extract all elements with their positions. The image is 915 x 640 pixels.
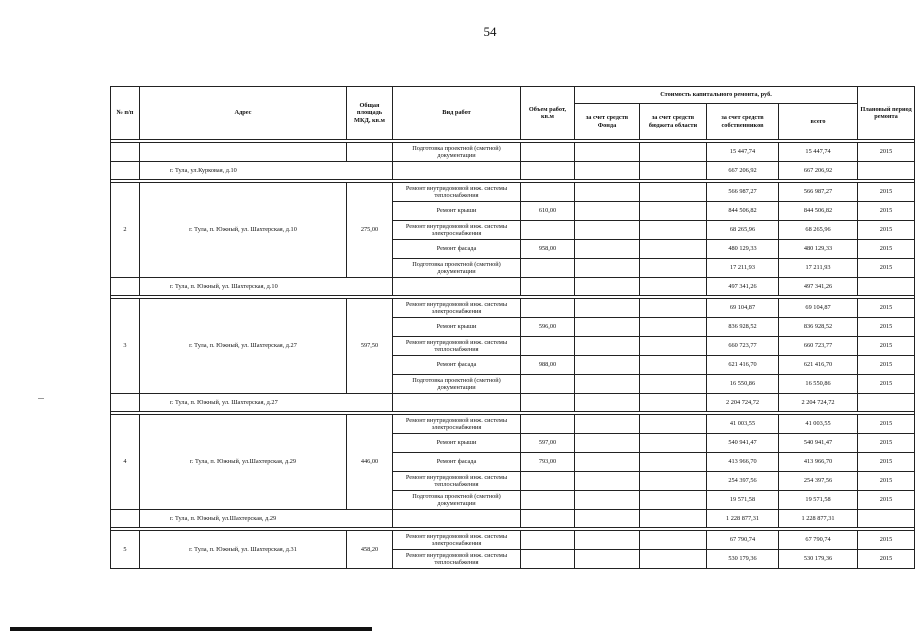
building-address: г. Тула, п. Южный, ул. Шахтерская, д.27 (140, 299, 347, 394)
volume-cell (521, 510, 575, 528)
subtotal-total: 1 228 877,31 (779, 510, 858, 528)
work-type-cell: Ремонт фасада (393, 240, 521, 259)
total-cell: 19 571,58 (779, 491, 858, 510)
period-cell: 2015 (858, 299, 915, 318)
table-row (111, 143, 915, 162)
header-work-type: Вид работ (393, 87, 521, 140)
building-number: 3 (111, 299, 140, 394)
total-cell: 413 966,70 (779, 453, 858, 472)
volume-cell: 793,00 (521, 453, 575, 472)
fund-cell (575, 453, 640, 472)
volume-cell (521, 472, 575, 491)
fund-cell (575, 337, 640, 356)
work-type-cell: Подготовка проектной (сметной) документации (393, 491, 521, 510)
work-type-cell: Ремонт фасада (393, 356, 521, 375)
period-cell: 2015 (858, 356, 915, 375)
subtotal-label: г. Тула, п. Южный, ул. Шахтерская, д.27 (140, 394, 393, 412)
region-cell (640, 472, 707, 491)
subtotal-row (111, 162, 915, 180)
volume-cell (521, 299, 575, 318)
building-area: 597,50 (347, 299, 393, 394)
owners-cell: 15 447,74 (707, 143, 779, 162)
header-fund: за счет средств Фонда (575, 104, 640, 140)
region-cell (640, 221, 707, 240)
fund-cell (575, 259, 640, 278)
period-cell: 2015 (858, 183, 915, 202)
region-cell (640, 299, 707, 318)
volume-cell (521, 278, 575, 296)
owners-cell: 41 003,55 (707, 415, 779, 434)
owners-cell: 413 966,70 (707, 453, 779, 472)
owners-cell: 16 550,86 (707, 375, 779, 394)
period-cell: 2015 (858, 318, 915, 337)
volume-cell (521, 337, 575, 356)
fund-cell (575, 183, 640, 202)
period-cell (858, 162, 915, 180)
period-cell: 2015 (858, 375, 915, 394)
owners-cell: 621 416,70 (707, 356, 779, 375)
volume-cell (521, 162, 575, 180)
volume-cell (521, 375, 575, 394)
header-total: всего (779, 104, 858, 140)
fund-cell (575, 394, 640, 412)
num-cell (111, 278, 140, 296)
num-cell (111, 510, 140, 528)
fund-cell (575, 550, 640, 569)
region-cell (640, 375, 707, 394)
region-cell (640, 550, 707, 569)
table-row (111, 299, 915, 318)
volume-cell (521, 143, 575, 162)
volume-cell: 597,00 (521, 434, 575, 453)
building-address: г. Тула, п. Южный, ул.Шахтерская, д.29 (140, 415, 347, 510)
work-type-cell: Ремонт крыши (393, 202, 521, 221)
subtotal-owners: 2 204 724,72 (707, 394, 779, 412)
volume-cell (521, 183, 575, 202)
building-number: 4 (111, 415, 140, 510)
period-cell: 2015 (858, 240, 915, 259)
period-cell: 2015 (858, 453, 915, 472)
building-number: 2 (111, 183, 140, 278)
header-period: Плановый период ремонта (858, 87, 915, 140)
volume-cell (521, 415, 575, 434)
total-cell: 566 987,27 (779, 183, 858, 202)
owners-cell: 17 211,93 (707, 259, 779, 278)
table-body (111, 143, 915, 569)
period-cell (858, 394, 915, 412)
fund-cell (575, 375, 640, 394)
work-type-cell: Подготовка проектной (сметной) документации (393, 375, 521, 394)
work-type-cell: Ремонт внутридомовой инж. системы электроснабжения (393, 531, 521, 550)
total-cell: 480 129,33 (779, 240, 858, 259)
subtotal-owners: 667 206,92 (707, 162, 779, 180)
owners-cell: 836 928,52 (707, 318, 779, 337)
period-cell: 2015 (858, 491, 915, 510)
period-cell: 2015 (858, 221, 915, 240)
subtotal-label: г. Тула, п. Южный, ул.Шахтерская, д.29 (140, 510, 393, 528)
owners-cell: 844 506,82 (707, 202, 779, 221)
owners-cell: 480 129,33 (707, 240, 779, 259)
margin-mark (38, 398, 44, 399)
header-region: за счет средств бюджета области (640, 104, 707, 140)
work-type-cell: Ремонт внутридомовой инж. системы теплоснабжения (393, 183, 521, 202)
owners-cell: 566 987,27 (707, 183, 779, 202)
header-address: Адрес (140, 87, 347, 140)
header-volume: Объем работ, кв.м (521, 87, 575, 140)
period-cell: 2015 (858, 202, 915, 221)
period-cell: 2015 (858, 550, 915, 569)
volume-cell: 988,00 (521, 356, 575, 375)
building-address: г. Тула, п. Южный, ул. Шахтерская, д.10 (140, 183, 347, 278)
fund-cell (575, 240, 640, 259)
building-area: 275,00 (347, 183, 393, 278)
volume-cell (521, 531, 575, 550)
page-number: 54 (483, 24, 497, 39)
work-type-cell: Ремонт фасада (393, 453, 521, 472)
building-area: 458,20 (347, 531, 393, 569)
region-cell (640, 337, 707, 356)
table-row (111, 531, 915, 550)
period-cell: 2015 (858, 415, 915, 434)
region-cell (640, 531, 707, 550)
work-type-cell (393, 162, 521, 180)
work-type-cell: Ремонт крыши (393, 434, 521, 453)
work-type-cell (393, 510, 521, 528)
fund-cell (575, 356, 640, 375)
period-cell (858, 278, 915, 296)
num-cell (111, 143, 140, 162)
building-area: 446,00 (347, 415, 393, 510)
address-cell (140, 143, 347, 162)
volume-cell (521, 491, 575, 510)
work-type-cell: Ремонт внутридомовой инж. системы электроснабжения (393, 415, 521, 434)
volume-cell: 958,00 (521, 240, 575, 259)
num-cell (111, 162, 140, 180)
total-cell: 254 397,56 (779, 472, 858, 491)
total-cell: 844 506,82 (779, 202, 858, 221)
capital-repair-table (110, 86, 915, 569)
region-cell (640, 202, 707, 221)
header-cost-group: Стоимость капитального ремонта, руб. (575, 87, 858, 104)
table-row (111, 415, 915, 434)
work-type-cell: Ремонт внутридомовой инж. системы теплоснабжения (393, 550, 521, 569)
fund-cell (575, 491, 640, 510)
header-row-1 (111, 87, 915, 104)
total-cell: 67 790,74 (779, 531, 858, 550)
work-type-cell: Ремонт внутридомовой инж. системы теплоснабжения (393, 472, 521, 491)
owners-cell: 68 265,96 (707, 221, 779, 240)
total-cell: 17 211,93 (779, 259, 858, 278)
total-cell: 68 265,96 (779, 221, 858, 240)
subtotal-total: 2 204 724,72 (779, 394, 858, 412)
region-cell (640, 434, 707, 453)
volume-cell (521, 259, 575, 278)
region-cell (640, 278, 707, 296)
region-cell (640, 162, 707, 180)
fund-cell (575, 531, 640, 550)
subtotal-owners: 497 341,26 (707, 278, 779, 296)
period-cell: 2015 (858, 434, 915, 453)
volume-cell: 610,00 (521, 202, 575, 221)
subtotal-total: 497 341,26 (779, 278, 858, 296)
period-cell: 2015 (858, 143, 915, 162)
table-row (111, 183, 915, 202)
fund-cell (575, 510, 640, 528)
owners-cell: 660 723,77 (707, 337, 779, 356)
work-type-cell: Подготовка проектной (сметной) документации (393, 259, 521, 278)
work-type-cell (393, 278, 521, 296)
fund-cell (575, 221, 640, 240)
owners-cell: 254 397,56 (707, 472, 779, 491)
owners-cell: 19 571,58 (707, 491, 779, 510)
fund-cell (575, 434, 640, 453)
num-cell (111, 394, 140, 412)
total-cell: 15 447,74 (779, 143, 858, 162)
work-type-cell: Ремонт внутридомовой инж. системы электроснабжения (393, 221, 521, 240)
subtotal-row (111, 278, 915, 296)
period-cell: 2015 (858, 472, 915, 491)
total-cell: 41 003,55 (779, 415, 858, 434)
volume-cell (521, 550, 575, 569)
header-area: Общая площадь МКД, кв.м (347, 87, 393, 140)
subtotal-total: 667 206,92 (779, 162, 858, 180)
fund-cell (575, 472, 640, 491)
total-cell: 621 416,70 (779, 356, 858, 375)
work-type-cell: Ремонт внутридомовой инж. системы электроснабжения (393, 299, 521, 318)
total-cell: 540 941,47 (779, 434, 858, 453)
period-cell: 2015 (858, 531, 915, 550)
owners-cell: 69 104,87 (707, 299, 779, 318)
work-type-cell: Ремонт крыши (393, 318, 521, 337)
fund-cell (575, 162, 640, 180)
work-type-cell: Ремонт внутридомовой инж. системы теплоснабжения (393, 337, 521, 356)
region-cell (640, 491, 707, 510)
subtotal-row (111, 394, 915, 412)
region-cell (640, 453, 707, 472)
total-cell: 836 928,52 (779, 318, 858, 337)
period-cell: 2015 (858, 337, 915, 356)
period-cell (858, 510, 915, 528)
header-owners: за счет средств собственников (707, 104, 779, 140)
fund-cell (575, 202, 640, 221)
total-cell: 660 723,77 (779, 337, 858, 356)
subtotal-row (111, 510, 915, 528)
fund-cell (575, 278, 640, 296)
fund-cell (575, 318, 640, 337)
bottom-rule (10, 627, 372, 631)
volume-cell: 596,00 (521, 318, 575, 337)
region-cell (640, 394, 707, 412)
region-cell (640, 143, 707, 162)
region-cell (640, 318, 707, 337)
total-cell: 16 550,86 (779, 375, 858, 394)
owners-cell: 530 179,36 (707, 550, 779, 569)
work-type-cell (393, 394, 521, 412)
fund-cell (575, 143, 640, 162)
region-cell (640, 183, 707, 202)
period-cell: 2015 (858, 259, 915, 278)
volume-cell (521, 394, 575, 412)
subtotal-label: г. Тула, ул.Курковая, д.10 (140, 162, 393, 180)
region-cell (640, 510, 707, 528)
volume-cell (521, 221, 575, 240)
owners-cell: 67 790,74 (707, 531, 779, 550)
total-cell: 530 179,36 (779, 550, 858, 569)
region-cell (640, 259, 707, 278)
region-cell (640, 240, 707, 259)
fund-cell (575, 299, 640, 318)
subtotal-label: г. Тула, п. Южный, ул. Шахтерская, д.10 (140, 278, 393, 296)
region-cell (640, 356, 707, 375)
header-num: № п/п (111, 87, 140, 140)
building-number: 5 (111, 531, 140, 569)
region-cell (640, 415, 707, 434)
fund-cell (575, 415, 640, 434)
subtotal-owners: 1 228 877,31 (707, 510, 779, 528)
total-cell: 69 104,87 (779, 299, 858, 318)
building-address: г. Тула, п. Южный, ул. Шахтерская, д.31 (140, 531, 347, 569)
work-type-cell: Подготовка проектной (сметной) документации (393, 143, 521, 162)
owners-cell: 540 941,47 (707, 434, 779, 453)
area-cell (347, 143, 393, 162)
